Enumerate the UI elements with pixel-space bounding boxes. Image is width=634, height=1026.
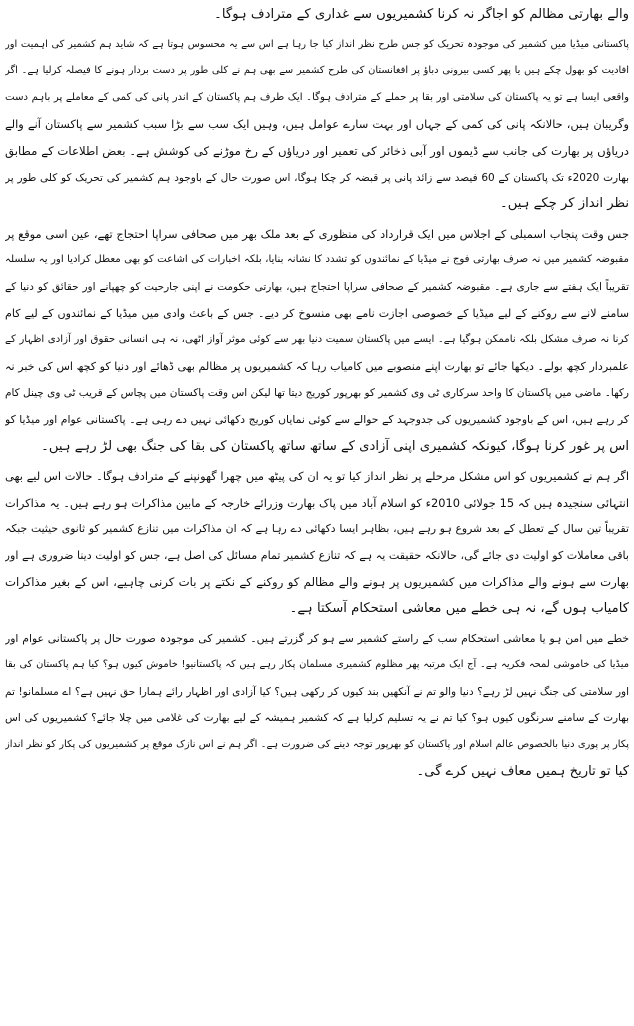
text-line: والے بھارتی مظالم کو اجاگر نہ کرنا کشمیریوں سے غداری کے مترادف ہوگا۔ [214,7,629,22]
text-line: افادیت کو بھول چکے ہیں یا پھر کسی بیرونی دباؤ پر افغانستان کی طرح کشمیر سے بھی ہم نے کلی طور پر دست بردار ہونے کا فیصلہ کرلیا ہے۔ اگر [5,65,629,77]
text-line: نظر انداز کر چکے ہیں۔ [499,196,629,212]
text-line: بھارت سے ہونے والے مذاکرات میں کشمیریوں پر ہونے والے مظالم کو روکنے کے نکتے پر بات کرنی چاہیے، اس کے بغیر مذاکرات [5,575,629,590]
paragraph [5,2,629,29]
text-line: رکھا۔ ماضی میں پاکستان کا واحد سرکاری ٹی وی کشمیر کو بھرپور کوریج دیتا تھا لیکن اس وقت پاکستان میں پچاس کے قریب ٹی وی چینل کام [5,387,629,400]
text-line: وگریبان ہیں، حالانکہ پانی کی کمی کے جہاں اور بہت سارے عوامل ہیں، وہیں ایک سب سے بڑا سبب کشمیر سے پاکستان آنے والے [5,117,629,132]
text-line: خطے میں امن ہو یا معاشی استحکام سب کے راستے کشمیر سے ہو کر گزرتے ہیں۔ کشمیر کی موجودہ صورت حال پر پاکستانی عوام اور [5,631,629,645]
text-line: کرنا نہ صرف مشکل بلکہ ناممکن ہوگیا ہے۔ ایسے میں پاکستان سمیت دنیا بھر سے کوئی موثر آواز اٹھی، نہ ہی انسانی حقوق اور آزادی اظہار کے [5,334,629,346]
text-line: اگر ہم نے کشمیریوں کو اس مشکل مرحلے پر نظر انداز کیا تو یہ ان کی پیٹھ میں چھرا گھونپنے کے مترادف ہوگا۔ حالات اس لیے بھی [5,469,629,484]
text-line: اس پر غور کرنا ہوگا، کیونکہ کشمیری اپنی آزادی کے ساتھ ساتھ پاکستان کی بقا کی جنگ بھی لڑ رہے ہیں۔ [41,438,629,454]
text-line: مقبوضہ کشمیر میں نہ صرف بھارتی فوج نے میڈیا کے نمائندوں کو تشدد کا نشانہ بنایا، بلکہ اخبارات کی اشاعت کو بھی معطل کرادیا اور یہ سلسلہ [5,254,629,266]
text-line: واقعی ایسا ہے تو یہ پاکستان کی سلامتی اور بقا پر حملے کے مترادف ہوگا۔ ایک طرف ہم پاکستان کے اندر پانی کی کمی کے معاملے پر باہم دست [5,91,629,103]
text-line: جس وقت پنجاب اسمبلی کے اجلاس میں ایک قرارداد کی منظوری کے بعد ملک بھر میں صحافی سراپا احتجاج تھے، عین اسی موقع پر [5,226,629,241]
text-line: دریاؤں پر بھارت کی جانب سے ڈیموں اور آبی ذخائر کی تعمیر اور دریاؤں کے رخ موڑنے کی کوشش ہے۔ بعض اطلاعات کے مطابق [5,143,629,158]
paragraph [5,32,629,218]
text-line: کامیاب ہوں گے، نہ ہی خطے میں معاشی استحکام آسکتا ہے۔ [289,601,629,617]
text-line: بھارت کے سامنے سرنگوں کیوں ہو؟ کیا تم نے یہ تسلیم کرلیا ہے کہ کشمیر ہمیشہ کے لیے بھارت کی غلامی میں چلا جائے؟ کشمیریوں کی اس [5,712,629,725]
paragraph [5,463,629,623]
text-line: انتہائی سنجیدہ ہیں کہ 15 جولائی 2010ء کو اسلام آباد میں پاک بھارت وزرائے خارجہ کے مابین مذاکرات ہو رہے ہیں۔ یہ مذاکرات [5,495,629,510]
text-line: تقریباً ایک ہفتے سے جاری ہے۔ مقبوضہ کشمیر کے صحافی سراپا احتجاج ہیں، بھارتی حکومت نے اپنی جارحیت کو چھپانے اور حقائق کو دنیا کے [5,280,629,293]
text-line: سامنے لانے سے روکنے کے لیے میڈیا کے خصوصی اجازت نامے بھی منسوخ کر دیے۔ جس کے باعث وادی میں میڈیا کے نمائندوں کے لیے کام [5,306,629,320]
text-line: باقی معاملات کو اولیت دی جائے گی، حالانکہ حقیقت یہ ہے کہ تنازع کشمیر تمام مسائل کی اصل ہے، جس کو اولیت دینا ضروری ہے اور [5,548,629,562]
text-line: تقریباً تین سال کے تعطل کے بعد شروع ہو رہے ہیں، بظاہر ایسا دکھائی دے رہا ہے کہ ان مذاکرات میں تنازع کشمیر کو ثانوی حیثیت جبکہ [5,522,629,536]
text-line: کر رہے ہیں، اس کے باوجود کشمیریوں کی جدوجہد کے حوالے سے کوئی نمایاں کوریج دکھائی نہیں دے رہی ہے۔ پاکستانی عوام اور میڈیا کو [5,412,629,426]
paragraph [5,626,629,786]
text-line: پاکستانی میڈیا میں کشمیر کی موجودہ تحریک کو جس طرح نظر انداز کیا جا رہا ہے اس سے یہ محسوس ہوتا ہے کہ شاید ہم کشمیر کی اہمیت اور [5,38,629,50]
text-line: پکار پر پوری دنیا بالخصوص عالم اسلام اور پاکستان کو بھرپور توجہ دینے کی ضرورت ہے۔ اگر ہم نے اس نازک موقع پر کشمیریوں کی پکار کو نظر انداز [5,739,629,751]
paragraph [5,221,629,460]
text-line: میڈیا کی خاموشی لمحہ فکریہ ہے۔ آج ایک مرتبہ پھر مظلوم کشمیری مسلمان پکار رہے ہیں کہ پاکستانیو! خاموش کیوں ہو؟ کیا ہم پاکستان کی بقا [5,659,629,671]
text-line: کیا تو تاریخ ہمیں معاف نہیں کرے گی۔ [416,763,629,779]
text-line: علمبردار کچھ بولے۔ دیکھا جائے تو بھارت اپنے منصوبے میں کامیاب رہا کہ کشمیریوں پر مظالم بھی ڈھائے اور دنیا کو کچھ اس کی خبر نہ [5,359,629,373]
text-line: بھارت 2020ء تک پاکستان کے 60 فیصد سے زائد پانی پر قبضہ کر چکا ہوگا، اس صورت حال کے باوجود ہم کشمیر کی تحریک کو کلی طور پر [5,171,629,184]
text-line: اور سلامتی کی جنگ نہیں لڑ رہے؟ دنیا والو تم نے آنکھیں بند کیوں کر رکھی ہیں؟ کیا آزادی اور اظہار رائے ہمارا حق نہیں ہے؟ اے مسلمانو! تم [5,685,629,698]
